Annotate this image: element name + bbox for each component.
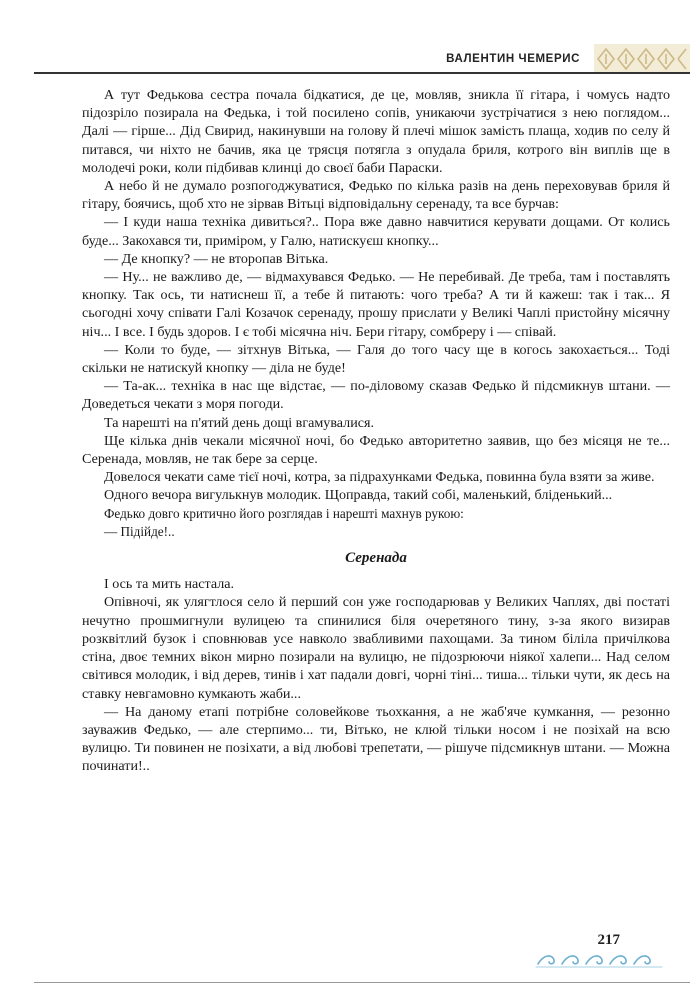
paragraph: — Та-ак... техніка в нас ще відстає, — по-діловому сказав Федько й підсмикнув штани. — Доведеться чекати з моря погоди. (82, 378, 670, 413)
running-head-author: ВАЛЕНТИН ЧЕМЕРИС (446, 53, 580, 65)
bottom-rule (34, 982, 690, 983)
paragraph: І ось та мить настала. (104, 576, 235, 593)
paragraph: — Де кнопку? — не второпав Вітька. (104, 250, 329, 267)
paragraph: А небо й не думало розпогоджуватися, Федько по кілька разів на день переховував бриля й гітару, боячись, щоб хто не зірвав Вітьці відповідальну серенаду, та все бурчав: (82, 178, 670, 213)
paragraph: Та нарешті на п'ятий день дощі вгамувалися. (104, 414, 375, 431)
paragraph: Довелося чекати саме тієї ночі, котра, за підрахунками Федька, повинна була взяти за живе. (104, 469, 655, 486)
paragraph: — На даному етапі потрібне соловейкове тьохкання, а не жаб'яче кумкання, — резонно зауважив Федько, — але стерпимо... ти, Вітько, не клюй тільки носом і не позіхай на всю вулицю. Ти повинен не позіхати, а від любові трепетати, — рішуче підсмикнув штани. — Можна починати!.. (82, 703, 670, 775)
paragraph: Опівночі, як улягтлося село й перший сон уже господарював у Великих Чаплях, дві постаті нечутно прошмигнули вулицею та спинилися біля очеретяного тину, з-за якого визирав розквітлий бузок і сповнював усе навколо звабливими пахощами. За тином біліла причілкова стіна, двоє темних вікон мирно позирали на вулицю, не підозрюючи ніякої халепи... Над селом світився молодик, і від дерев, тинів і хат падали довгі, чорні тіні... тиша... тільки чути, як десь на ставку невгамовно кумкають жаби... (82, 594, 670, 702)
header-rule (34, 72, 690, 74)
wave-swirl-icon (534, 948, 664, 970)
paragraph: А тут Федькова сестра почала бідкатися, де це, мовляв, зникла її гітара, і чомусь надто підозріло позирала на Федька, і той посилено сопів, уникаючи зустрічатися з нею поглядом... Далі — гірше... Дід Свирид, накинувши на голову й плечі мішок замість плаща, ходив по селу й питався, чи ніхто не бачив, яка це трясця потягла з опудала бриля, котрого він виплів ще в молодечі роки, коли підбивав клинці до своєї баби Параски. (82, 87, 670, 176)
paragraph: Федько довго критично його розглядав і нарешті махнув рукою: (104, 505, 464, 521)
paragraph: Одного вечора вигулькнув молодик. Щоправда, такий собі, маленький, бліденький... (104, 487, 613, 504)
paragraph: — Коли то буде, — зітхнув Вітька, — Галя до того часу ще в когось закохається... Тоді скільки не натискуй кнопку — діла не буде! (82, 341, 670, 377)
page-header (34, 44, 690, 74)
paragraph: — Ну... не важливо де, — відмахувався Федько. — Не перебивай. Де треба, там і поставлять кнопку. Так ось, ти натиснеш її, а тебе й питають: чого треба? А ти й кажеш: так і так... Я сьогодні хочу співати Галі Козачок серенаду, прошу прислати у Великі Чаплі пристойну місячну ніч... І все. І будь здоров. І є тобі місячна ніч. Бери гітару, сомбреру і — співай. (82, 269, 670, 340)
section-title: Серенада (345, 550, 407, 567)
woven-pattern-icon (594, 44, 690, 74)
paragraph: Ще кілька днів чекали місячної ночі, бо Федько авторитетно заявив, що без місяця не те... Серенада, мовляв, не так бере за серце. (82, 432, 670, 468)
body-text (82, 86, 670, 776)
paragraph: — Підійде!.. (104, 523, 175, 539)
paragraph: — І куди наша техніка дивиться?.. Пора вже давно навчитися керувати дощами. От колись буде... Закохався ти, приміром, у Галю, натискуєш кнопку... (82, 214, 670, 249)
page-number: 217 (597, 932, 620, 948)
